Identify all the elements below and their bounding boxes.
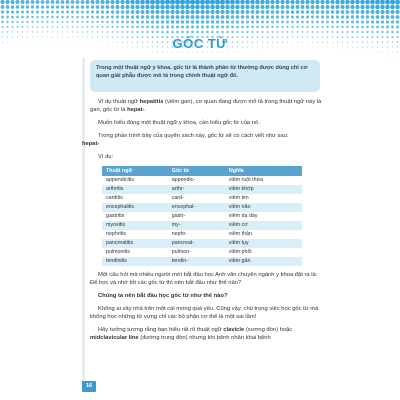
- page-title: GỐC TỪ: [172, 36, 228, 51]
- table-cell: viêm tụy: [225, 239, 302, 248]
- table-cell: card-: [171, 195, 184, 201]
- table-row: [102, 257, 302, 266]
- table-cell: appendic-: [171, 177, 196, 183]
- paragraph-2: Muốn hiểu đúng một thuật ngữ y khoa, cần hiểu gốc từ của nó.: [98, 120, 260, 126]
- paragraph-6: Hãy tưởng tượng rằng bạn hiểu rất rõ thuật ngữ clavicle (xương đòn) hoặc midclavicular line (đường trung đòn) nhưng khi bệnh nhân khai bệnh: [90, 327, 293, 341]
- table-cell: my-: [168, 221, 225, 230]
- table-cell: arthritis: [102, 185, 168, 194]
- table-row: [102, 185, 302, 194]
- table-row: [102, 176, 302, 185]
- table-cell: encephalitis: [102, 203, 168, 212]
- table-row: [102, 212, 302, 221]
- paragraph-3: Trong phần trình bày của quyển sách này, gốc từ sẽ có cách viết như sau: hepat-: [82, 133, 289, 147]
- table-cell: pancreat-: [168, 239, 225, 248]
- example-label: Ví dụ:: [98, 154, 114, 160]
- table-row: [102, 203, 302, 212]
- table-cell: viêm dạ dày: [228, 213, 258, 219]
- header-decoration: [0, 0, 400, 62]
- table-header: Thuật ngữ: [102, 166, 168, 176]
- halftone-pattern-icon: [0, 0, 400, 62]
- table-cell: nephritis: [106, 231, 127, 237]
- table-header: Nghĩa: [225, 166, 302, 176]
- table-cell: arthr-: [168, 185, 225, 194]
- table-cell: viêm khớp: [225, 185, 302, 194]
- paragraph-4: Một câu hỏi mà nhiều người mới bắt đầu học Anh văn chuyên ngành y khoa đặt ra là: Để học và nhớ tốt các gốc từ thì nên bắt đầu như thế nào?: [90, 272, 318, 286]
- table-cell: gastritis: [106, 213, 125, 219]
- table-cell: pulmon-: [171, 249, 191, 255]
- table-header: Gốc từ: [168, 166, 225, 176]
- table-cell: viêm ruột thừa: [228, 177, 264, 183]
- table-cell: encephal-: [168, 203, 225, 212]
- paragraph-5: Không ai xây nhà trên một cái móng quá yếu. Cũng vậy, chú trọng việc học gốc từ mà không học những từ vựng chỉ các bộ phận cơ thể là một sai lầm!: [90, 306, 319, 320]
- table-header-row: [102, 166, 302, 176]
- table-cell: viêm thận: [228, 231, 252, 237]
- table-row: [102, 248, 302, 257]
- roots-table: [102, 166, 302, 266]
- table-cell: tendinitis: [102, 257, 168, 266]
- table-row: [102, 221, 302, 230]
- table-cell: viêm tim: [228, 195, 249, 201]
- table-cell: tendin-: [168, 257, 225, 266]
- table-cell: appendicitis: [106, 177, 134, 183]
- table-row: [102, 194, 302, 203]
- page-number: 16: [82, 381, 96, 392]
- margin-bar: [82, 58, 85, 388]
- table-cell: viêm cơ: [225, 221, 302, 230]
- table-cell: pancreatitis: [102, 239, 168, 248]
- table-cell: viêm gân: [225, 257, 302, 266]
- table-row: [102, 239, 302, 248]
- body-content: [82, 98, 322, 347]
- intro-box: Trong một thuật ngữ y khoa, gốc từ là thành phần từ thường được dùng chỉ cơ quan giải phẫu được mô tả trong chính thuật ngữ đó.: [90, 60, 320, 92]
- table-cell: myositis: [102, 221, 168, 230]
- table-cell: gastr-: [171, 213, 186, 219]
- paragraph-1: Ví dụ thuật ngữ hepatitis (viêm gan), cơ quan đang được mô tả trong thuật ngữ này là gan, gốc từ là hepat-.: [90, 99, 322, 113]
- table-row: [102, 230, 302, 239]
- table-cell: nephr-: [171, 231, 188, 237]
- table-cell: carditis: [106, 195, 123, 201]
- table-cell: viêm não: [225, 203, 302, 212]
- table-cell: pulmonitis: [106, 249, 130, 255]
- question-heading: Chúng ta nên bắt đầu học gốc từ như thế nào?: [98, 293, 228, 299]
- table-cell: viêm phổi: [228, 249, 252, 255]
